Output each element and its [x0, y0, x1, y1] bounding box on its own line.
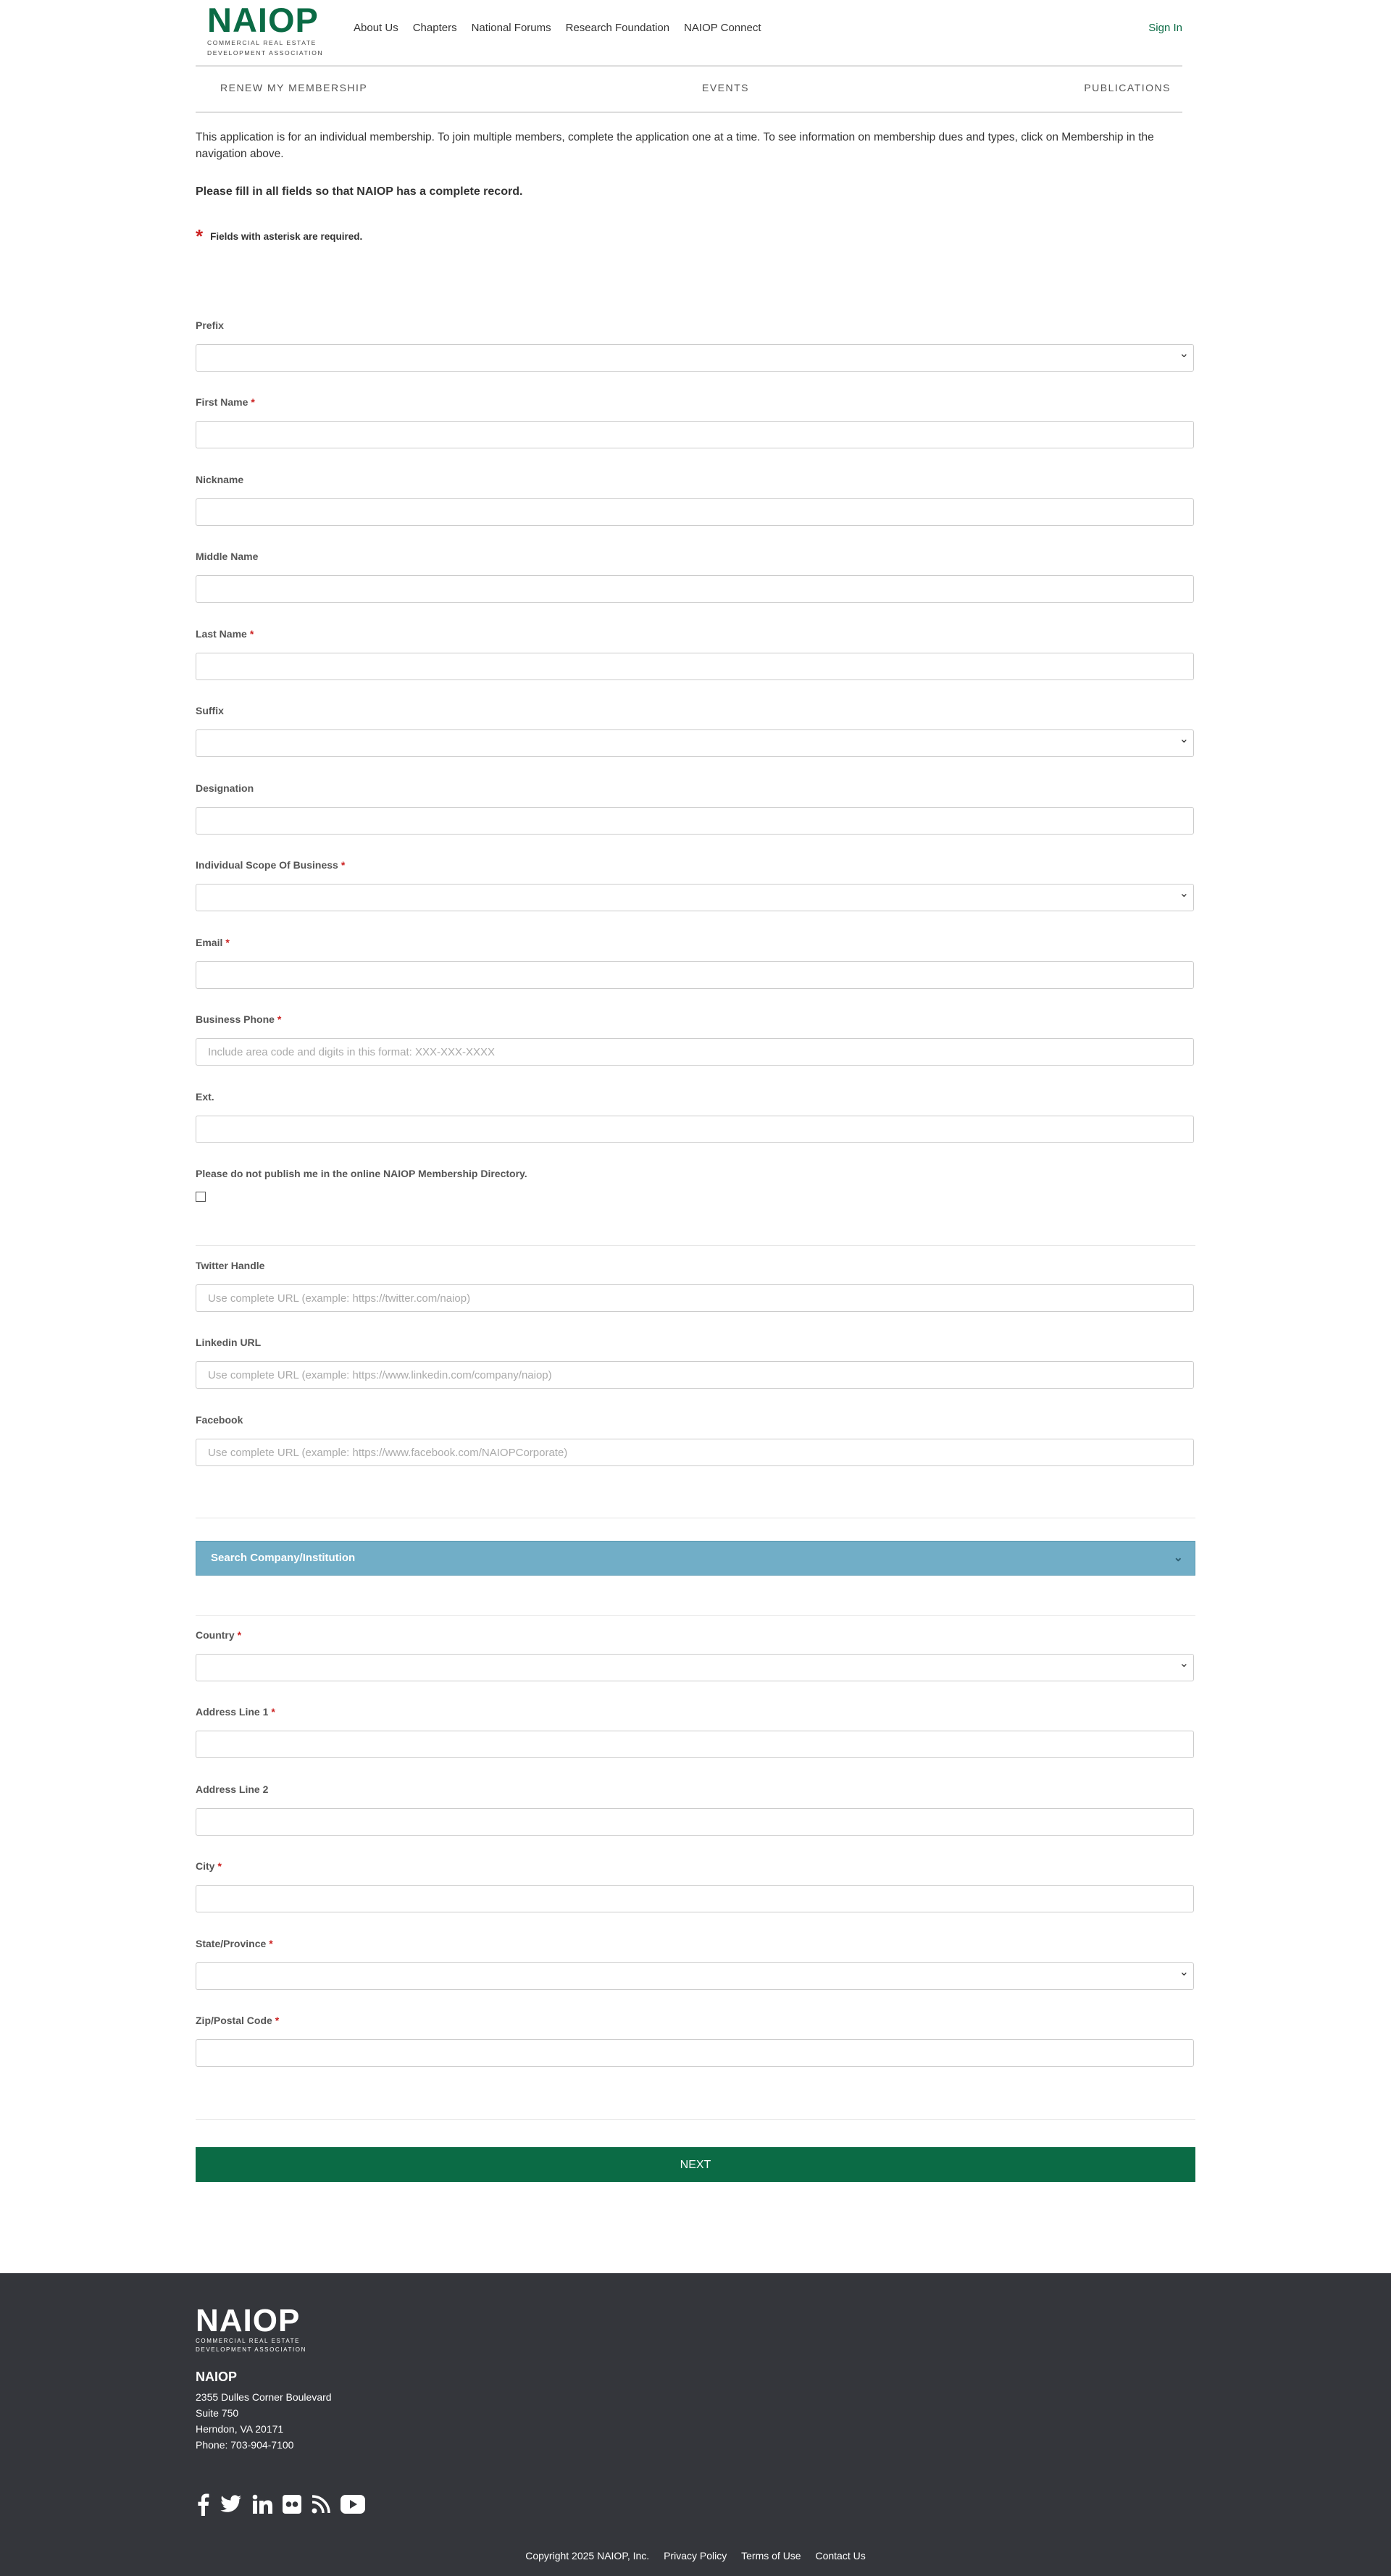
search-company-button[interactable] — [196, 1541, 1195, 1576]
suffix-label: Suffix — [196, 705, 224, 716]
footer-address-line3: Herndon, VA 20171 — [196, 2423, 284, 2435]
business-phone-label: Business Phone * — [196, 1013, 282, 1025]
twitter-field — [196, 1260, 1195, 1305]
address2-label: Address Line 2 — [196, 1783, 269, 1795]
footer-phone: Phone: 703-904-7100 — [196, 2439, 294, 2451]
email-input[interactable] — [196, 961, 1194, 989]
country-select[interactable] — [196, 1654, 1194, 1681]
state-select[interactable] — [196, 1962, 1194, 1990]
country-label: Country * — [196, 1629, 242, 1641]
section-divider — [196, 1245, 1195, 1246]
top-header — [196, 0, 1182, 67]
footer-logo-subtitle-line2: DEVELOPMENT ASSOCIATION — [196, 2346, 306, 2353]
site-footer — [0, 2273, 1391, 2576]
nickname-field — [196, 474, 1195, 490]
search-company-label: Search Company/Institution — [211, 1552, 356, 1564]
address2-field — [196, 1783, 1195, 1799]
prefix-label: Prefix — [196, 319, 224, 331]
sub-nav — [196, 67, 1182, 113]
nav-research-foundation[interactable]: Research Foundation — [565, 22, 670, 34]
business-phone-field — [196, 1013, 1195, 1058]
chevron-down-icon: ⌄ — [1173, 1552, 1183, 1564]
middle-name-field — [196, 551, 1195, 566]
nav-naiop-connect[interactable]: NAIOP Connect — [684, 22, 761, 34]
section-divider — [196, 1615, 1195, 1616]
linkedin-field — [196, 1337, 1195, 1381]
social-links — [196, 2493, 375, 2519]
copyright-text: Copyright 2025 NAIOP, Inc. — [525, 2550, 650, 2562]
zip-field — [196, 2015, 1195, 2031]
prefix-field — [196, 319, 1195, 335]
naiop-logo[interactable] — [207, 1, 327, 57]
footer-org-name: NAIOP — [196, 2370, 238, 2384]
nickname-input[interactable] — [196, 498, 1194, 526]
directory-optout-checkbox[interactable] — [196, 1192, 206, 1202]
scope-of-business-select[interactable] — [196, 884, 1194, 911]
nav-national-forums[interactable]: National Forums — [471, 22, 551, 34]
subnav-publications[interactable]: PUBLICATIONS — [1084, 82, 1171, 93]
footer-logo-subtitle-line1: COMMERCIAL REAL ESTATE — [196, 2338, 301, 2344]
section-divider — [196, 2119, 1195, 2120]
next-button[interactable]: NEXT — [196, 2147, 1195, 2182]
youtube-icon[interactable] — [341, 2495, 365, 2517]
last-name-input[interactable] — [196, 653, 1194, 680]
scope-of-business-field — [196, 859, 1195, 875]
address2-input[interactable] — [196, 1808, 1194, 1836]
directory-optout-field — [196, 1168, 1195, 1184]
main-nav — [354, 22, 776, 34]
designation-label: Designation — [196, 782, 254, 794]
required-fields-note — [196, 225, 363, 247]
address1-field — [196, 1706, 1195, 1722]
required-asterisk-icon: * — [196, 225, 204, 247]
ext-field — [196, 1091, 1195, 1107]
state-label: State/Province * — [196, 1938, 273, 1949]
facebook-label: Facebook — [196, 1414, 243, 1426]
subnav-renew-membership[interactable]: RENEW MY MEMBERSHIP — [220, 82, 368, 93]
first-name-field — [196, 396, 1195, 412]
linkedin-label: Linkedin URL — [196, 1337, 262, 1348]
privacy-policy-link[interactable]: Privacy Policy — [664, 2550, 727, 2562]
terms-of-use-link[interactable]: Terms of Use — [741, 2550, 801, 2562]
footer-logo-wordmark: NAIOP — [196, 2303, 301, 2338]
facebook-field — [196, 1414, 1195, 1459]
address1-input[interactable] — [196, 1731, 1194, 1758]
footer-bottom — [0, 2550, 1391, 2562]
prefix-select[interactable] — [196, 344, 1194, 372]
nickname-label: Nickname — [196, 474, 244, 485]
suffix-field — [196, 705, 1195, 721]
twitter-label: Twitter Handle — [196, 1260, 265, 1271]
subnav-events[interactable]: EVENTS — [702, 82, 750, 93]
footer-address — [196, 2367, 332, 2453]
city-label: City * — [196, 1860, 222, 1872]
logo-subtitle-line2: DEVELOPMENT ASSOCIATION — [207, 49, 324, 57]
contact-us-link[interactable]: Contact Us — [815, 2550, 866, 2562]
zip-label: Zip/Postal Code * — [196, 2015, 280, 2026]
designation-input[interactable] — [196, 807, 1194, 835]
city-field — [196, 1860, 1195, 1876]
state-field — [196, 1938, 1195, 1954]
rss-icon[interactable] — [312, 2495, 330, 2517]
sign-in-link[interactable]: Sign In — [1148, 22, 1182, 34]
last-name-field — [196, 628, 1195, 644]
zip-input[interactable] — [196, 2039, 1194, 2067]
first-name-input[interactable] — [196, 421, 1194, 448]
linkedin-icon[interactable] — [252, 2494, 272, 2518]
nav-about-us[interactable]: About Us — [354, 22, 398, 34]
linkedin-input[interactable]: Use complete URL (example: https://www.linkedin.com/company/naiop) — [196, 1361, 1194, 1389]
city-input[interactable] — [196, 1885, 1194, 1912]
address1-label: Address Line 1 * — [196, 1706, 275, 1718]
footer-logo[interactable] — [196, 2303, 306, 2353]
ext-input[interactable] — [196, 1116, 1194, 1143]
intro-text: This application is for an individual membership. To join multiple members, complete the application one at a time. To see information on membership dues and types, click on Membership in the navigation above. — [196, 131, 1154, 160]
nav-chapters[interactable]: Chapters — [412, 22, 457, 34]
directory-optout-label: Please do not publish me in the online NAIOP Membership Directory. — [196, 1168, 527, 1179]
middle-name-label: Middle Name — [196, 551, 259, 562]
ext-label: Ext. — [196, 1091, 214, 1103]
designation-field — [196, 782, 1195, 798]
email-field — [196, 937, 1195, 953]
footer-address-line2: Suite 750 — [196, 2407, 239, 2419]
business-phone-input[interactable]: Include area code and digits in this format: XXX-XXX-XXXX — [196, 1038, 1194, 1066]
logo-subtitle-line1: COMMERCIAL REAL ESTATE — [207, 39, 317, 46]
twitter-input[interactable]: Use complete URL (example: https://twitter.com/naiop) — [196, 1284, 1194, 1312]
middle-name-input[interactable] — [196, 575, 1194, 603]
country-field — [196, 1629, 1195, 1645]
logo-wordmark: NAIOP — [207, 1, 319, 39]
flickr-icon[interactable] — [283, 2495, 301, 2517]
required-fields-text: Fields with asterisk are required. — [210, 230, 363, 242]
last-name-label: Last Name * — [196, 628, 254, 640]
first-name-label: First Name * — [196, 396, 255, 408]
email-label: Email * — [196, 937, 230, 948]
twitter-icon[interactable] — [220, 2495, 242, 2517]
facebook-input[interactable]: Use complete URL (example: https://www.facebook.com/NAIOPCorporate) — [196, 1439, 1194, 1466]
facebook-icon[interactable] — [196, 2493, 210, 2519]
footer-address-line1: 2355 Dulles Corner Boulevard — [196, 2391, 332, 2403]
scope-of-business-label: Individual Scope Of Business * — [196, 859, 346, 871]
suffix-select[interactable] — [196, 729, 1194, 757]
complete-record-note: Please fill in all fields so that NAIOP has a complete record. — [196, 185, 523, 198]
